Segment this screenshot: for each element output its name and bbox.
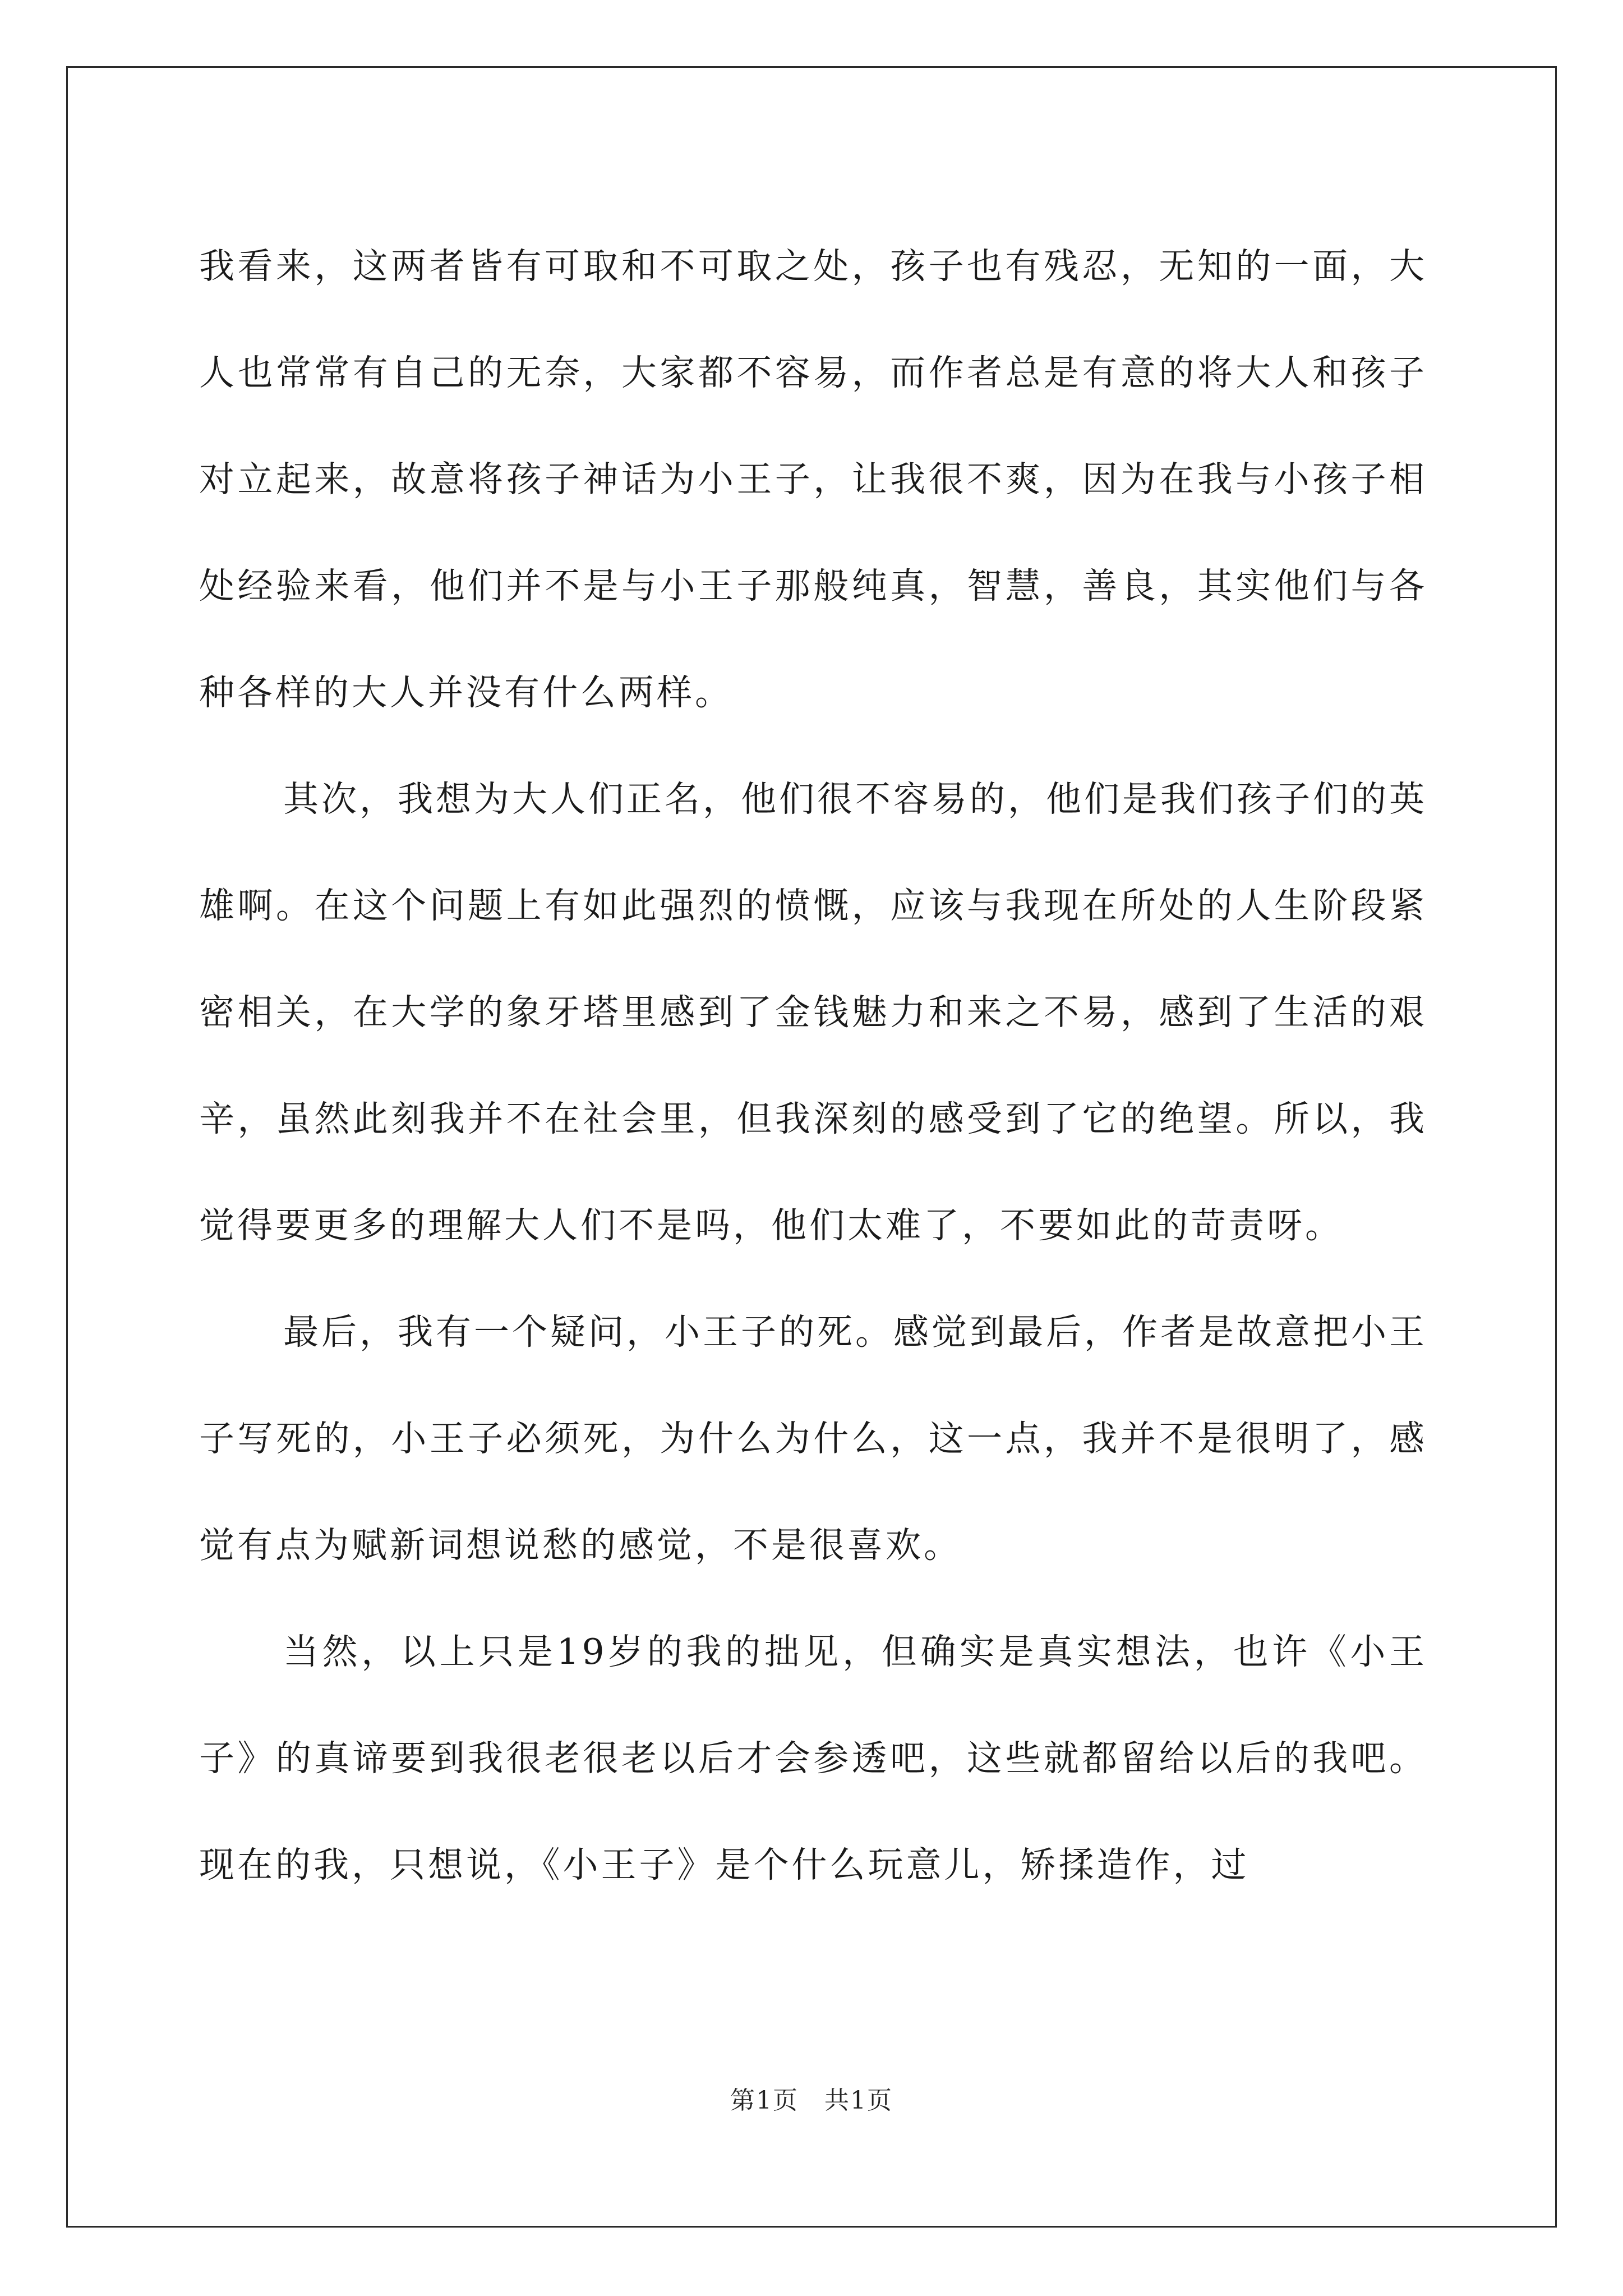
- paragraph-fourth: 当然，以上只是19岁的我的拙见，但确实是真实想法，也许《小王子》的真谛要到我很老很老以后才会参透吧，这些就都留给以后的我吧。现在的我，只想说，《小王子》是个什么玩意儿，矫揉造作，过: [199, 1631, 1427, 1885]
- paragraph-second: 其次，我想为大人们正名，他们很不容易的，他们是我们孩子们的英雄啊。在这个问题上有如此强烈的愤慨，应该与我现在所处的人生阶段紧密相关，在大学的象牙塔里感到了金钱魅力和来之不易，感到了生活的艰辛，虽然此刻我并不在社会里，但我深刻的感受到了它的绝望。所以，我觉得要更多的理解大人们不是吗，他们太难了，不要如此的苛责呀。: [199, 779, 1427, 1246]
- page-number-footer: 第1页 共1页: [730, 2086, 893, 2115]
- document-body: [199, 213, 1427, 1918]
- paragraph-continued: 我看来，这两者皆有可取和不可取之处，孩子也有残忍，无知的一面，大人也常常有自己的无奈，大家都不容易，而作者总是有意的将大人和孩子对立起来，故意将孩子神话为小王子，让我很不爽，因为在我与小孩子相处经验来看，他们并不是与小王子那般纯真，智慧，善良，其实他们与各种各样的大人并没有什么两样。: [199, 246, 1427, 713]
- paragraph-third: 最后，我有一个疑问，小王子的死。感觉到最后，作者是故意把小王子写死的，小王子必须死，为什么为什么，这一点，我并不是很明了，感觉有点为赋新词想说愁的感觉，不是很喜欢。: [199, 1312, 1427, 1566]
